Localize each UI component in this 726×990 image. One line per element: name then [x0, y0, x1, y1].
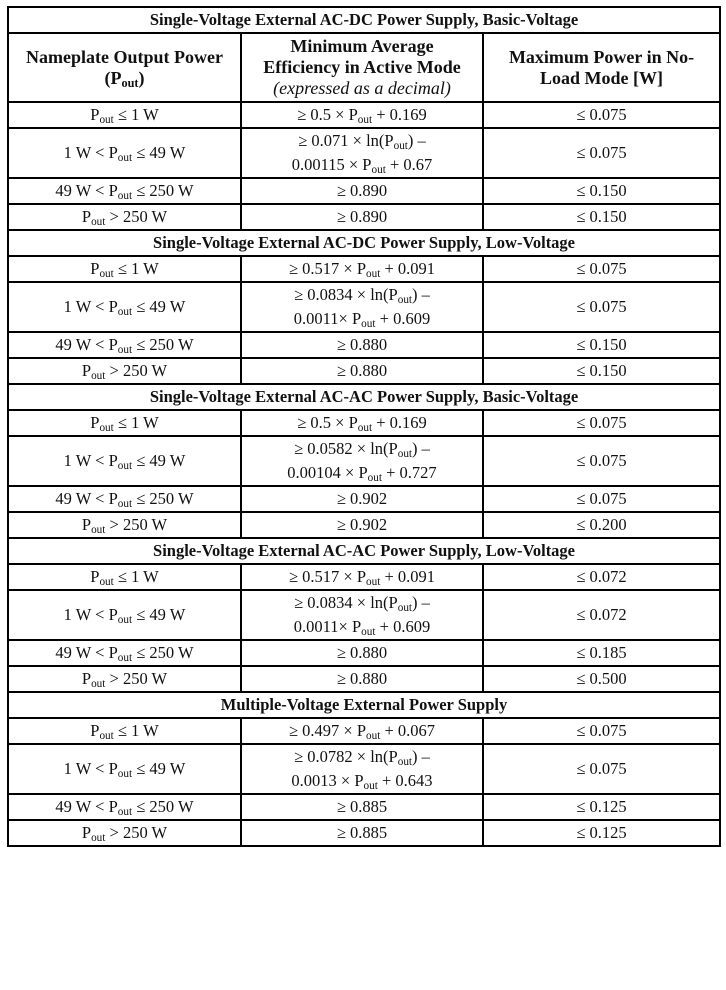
power-range-cell: 1 $W < P_{out} \le 49$ W	[8, 128, 241, 178]
section-title-multiple-voltage: Multiple-Voltage External Power Supply	[8, 692, 720, 718]
power-range-cell: $P_{out} \le 1$ W	[8, 102, 241, 128]
power-range-cell: $P_{out} > 250$ W	[8, 666, 241, 692]
efficiency-cell: ≥ $0.0834 \times \ln(P_{out})$ – $0.0011\times P_{out} + 0.609$	[241, 590, 483, 640]
table-row	[8, 358, 720, 384]
power-range-cell: $P_{out} \le 1$ W	[8, 256, 241, 282]
table-row	[8, 178, 720, 204]
table-row	[8, 332, 720, 358]
section-title-ac-dc-basic-voltage: Single-Voltage External AC-DC Power Supply, Basic-Voltage	[8, 7, 720, 33]
power-range-cell: 49 $W < P_{out} \le 250$ W	[8, 178, 241, 204]
table-row	[8, 718, 720, 744]
no-load-cell: ≤ 0.075	[483, 128, 720, 178]
section-title-row	[8, 230, 720, 256]
table-row	[8, 436, 720, 486]
power-range-cell: 1 $W < P_{out} \le 49$ W	[8, 282, 241, 332]
no-load-cell: ≤ 0.075	[483, 436, 720, 486]
efficiency-cell: ≥ $0.5 \times P_{out} + 0.169$	[241, 410, 483, 436]
efficiency-cell: ≥ 0.880	[241, 332, 483, 358]
section-title-row	[8, 692, 720, 718]
efficiency-cell: ≥ 0.880	[241, 666, 483, 692]
power-range-cell: 49 $W < P_{out} \le 250$ W	[8, 640, 241, 666]
table-row	[8, 204, 720, 230]
table-row	[8, 512, 720, 538]
no-load-cell: ≤ 0.500	[483, 666, 720, 692]
no-load-cell: ≤ 0.075	[483, 718, 720, 744]
table-row	[8, 820, 720, 846]
efficiency-cell: ≥ $0.0582 \times \ln(P_{out})$ – $0.00104 \times P_{out} + 0.727$	[241, 436, 483, 486]
efficiency-cell: ≥ $0.517 \times P_{out} + 0.091$	[241, 564, 483, 590]
power-range-cell: $P_{out} > 250$ W	[8, 204, 241, 230]
section-title-ac-ac-low-voltage: Single-Voltage External AC-AC Power Supply, Low-Voltage	[8, 538, 720, 564]
table-row	[8, 666, 720, 692]
document-page	[0, 6, 726, 990]
table-row	[8, 640, 720, 666]
table-row	[8, 486, 720, 512]
power-range-cell: $P_{out} \le 1$ W	[8, 564, 241, 590]
power-range-cell: 1 $W < P_{out} \le 49$ W	[8, 436, 241, 486]
no-load-cell: ≤ 0.150	[483, 358, 720, 384]
no-load-cell: ≤ 0.072	[483, 590, 720, 640]
column-header-row	[8, 33, 720, 102]
efficiency-cell: ≥ $0.071 \times \ln(P_{out})$ – $0.00115 \times P_{out} + 0.67$	[241, 128, 483, 178]
header-nameplate-output-power: Nameplate Output Power $(P_{out})$	[8, 33, 241, 102]
power-range-cell: $P_{out} > 250$ W	[8, 512, 241, 538]
efficiency-cell: ≥ 0.890	[241, 178, 483, 204]
efficiency-cell: ≥ $0.497 \times P_{out} + 0.067$	[241, 718, 483, 744]
no-load-cell: ≤ 0.075	[483, 744, 720, 794]
efficiency-cell: ≥ 0.890	[241, 204, 483, 230]
power-range-cell: 49 $W < P_{out} \le 250$ W	[8, 332, 241, 358]
efficiency-cell: ≥ 0.880	[241, 358, 483, 384]
no-load-cell: ≤ 0.150	[483, 332, 720, 358]
header-max-power-no-load: Maximum Power in No- Load Mode [W]	[483, 33, 720, 102]
power-range-cell: 49 $W < P_{out} \le 250$ W	[8, 794, 241, 820]
no-load-cell: ≤ 0.125	[483, 794, 720, 820]
header-min-avg-efficiency	[241, 33, 483, 102]
no-load-cell: ≤ 0.150	[483, 178, 720, 204]
table-row	[8, 128, 720, 178]
efficiency-cell: ≥ $0.5 \times P_{out} + 0.169$	[241, 102, 483, 128]
no-load-cell: ≤ 0.075	[483, 486, 720, 512]
no-load-cell: ≤ 0.075	[483, 410, 720, 436]
power-supply-efficiency-table	[7, 6, 721, 847]
power-range-cell: 1 $W < P_{out} \le 49$ W	[8, 744, 241, 794]
power-range-cell: $P_{out} \le 1$ W	[8, 718, 241, 744]
section-title-ac-ac-basic-voltage: Single-Voltage External AC-AC Power Supply, Basic-Voltage	[8, 384, 720, 410]
table-row	[8, 590, 720, 640]
table-row	[8, 102, 720, 128]
no-load-cell: ≤ 0.075	[483, 282, 720, 332]
section-title-ac-dc-low-voltage: Single-Voltage External AC-DC Power Supply, Low-Voltage	[8, 230, 720, 256]
no-load-cell: ≤ 0.150	[483, 204, 720, 230]
no-load-cell: ≤ 0.072	[483, 564, 720, 590]
efficiency-cell: ≥ 0.902	[241, 512, 483, 538]
power-range-cell: $P_{out} > 250$ W	[8, 358, 241, 384]
power-range-cell: 1 $W < P_{out} \le 49$ W	[8, 590, 241, 640]
header-min-avg-efficiency-main: Minimum Average Efficiency in Active Mode	[263, 36, 461, 77]
no-load-cell: ≤ 0.125	[483, 820, 720, 846]
section-title-row	[8, 538, 720, 564]
efficiency-cell: ≥ $0.517 \times P_{out} + 0.091$	[241, 256, 483, 282]
table-row	[8, 564, 720, 590]
efficiency-cell: ≥ 0.880	[241, 640, 483, 666]
table-row	[8, 282, 720, 332]
no-load-cell: ≤ 0.200	[483, 512, 720, 538]
no-load-cell: ≤ 0.075	[483, 102, 720, 128]
table-row	[8, 256, 720, 282]
power-range-cell: 49 $W < P_{out} \le 250$ W	[8, 486, 241, 512]
power-range-cell: $P_{out} \le 1$ W	[8, 410, 241, 436]
section-title-row	[8, 7, 720, 33]
power-range-cell: $P_{out} > 250$ W	[8, 820, 241, 846]
efficiency-cell: ≥ $0.0782 \times \ln(P_{out})$ – $0.0013 \times P_{out} + 0.643$	[241, 744, 483, 794]
section-title-row	[8, 384, 720, 410]
efficiency-cell: ≥ 0.885	[241, 820, 483, 846]
no-load-cell: ≤ 0.075	[483, 256, 720, 282]
header-expressed-as-decimal-note: (expressed as a decimal)	[273, 78, 451, 98]
efficiency-cell: ≥ 0.885	[241, 794, 483, 820]
table-row	[8, 410, 720, 436]
table-row	[8, 744, 720, 794]
efficiency-cell: ≥ $0.0834 \times \ln(P_{out})$ – $0.0011\times P_{out} + 0.609$	[241, 282, 483, 332]
efficiency-cell: ≥ 0.902	[241, 486, 483, 512]
table-row	[8, 794, 720, 820]
no-load-cell: ≤ 0.185	[483, 640, 720, 666]
